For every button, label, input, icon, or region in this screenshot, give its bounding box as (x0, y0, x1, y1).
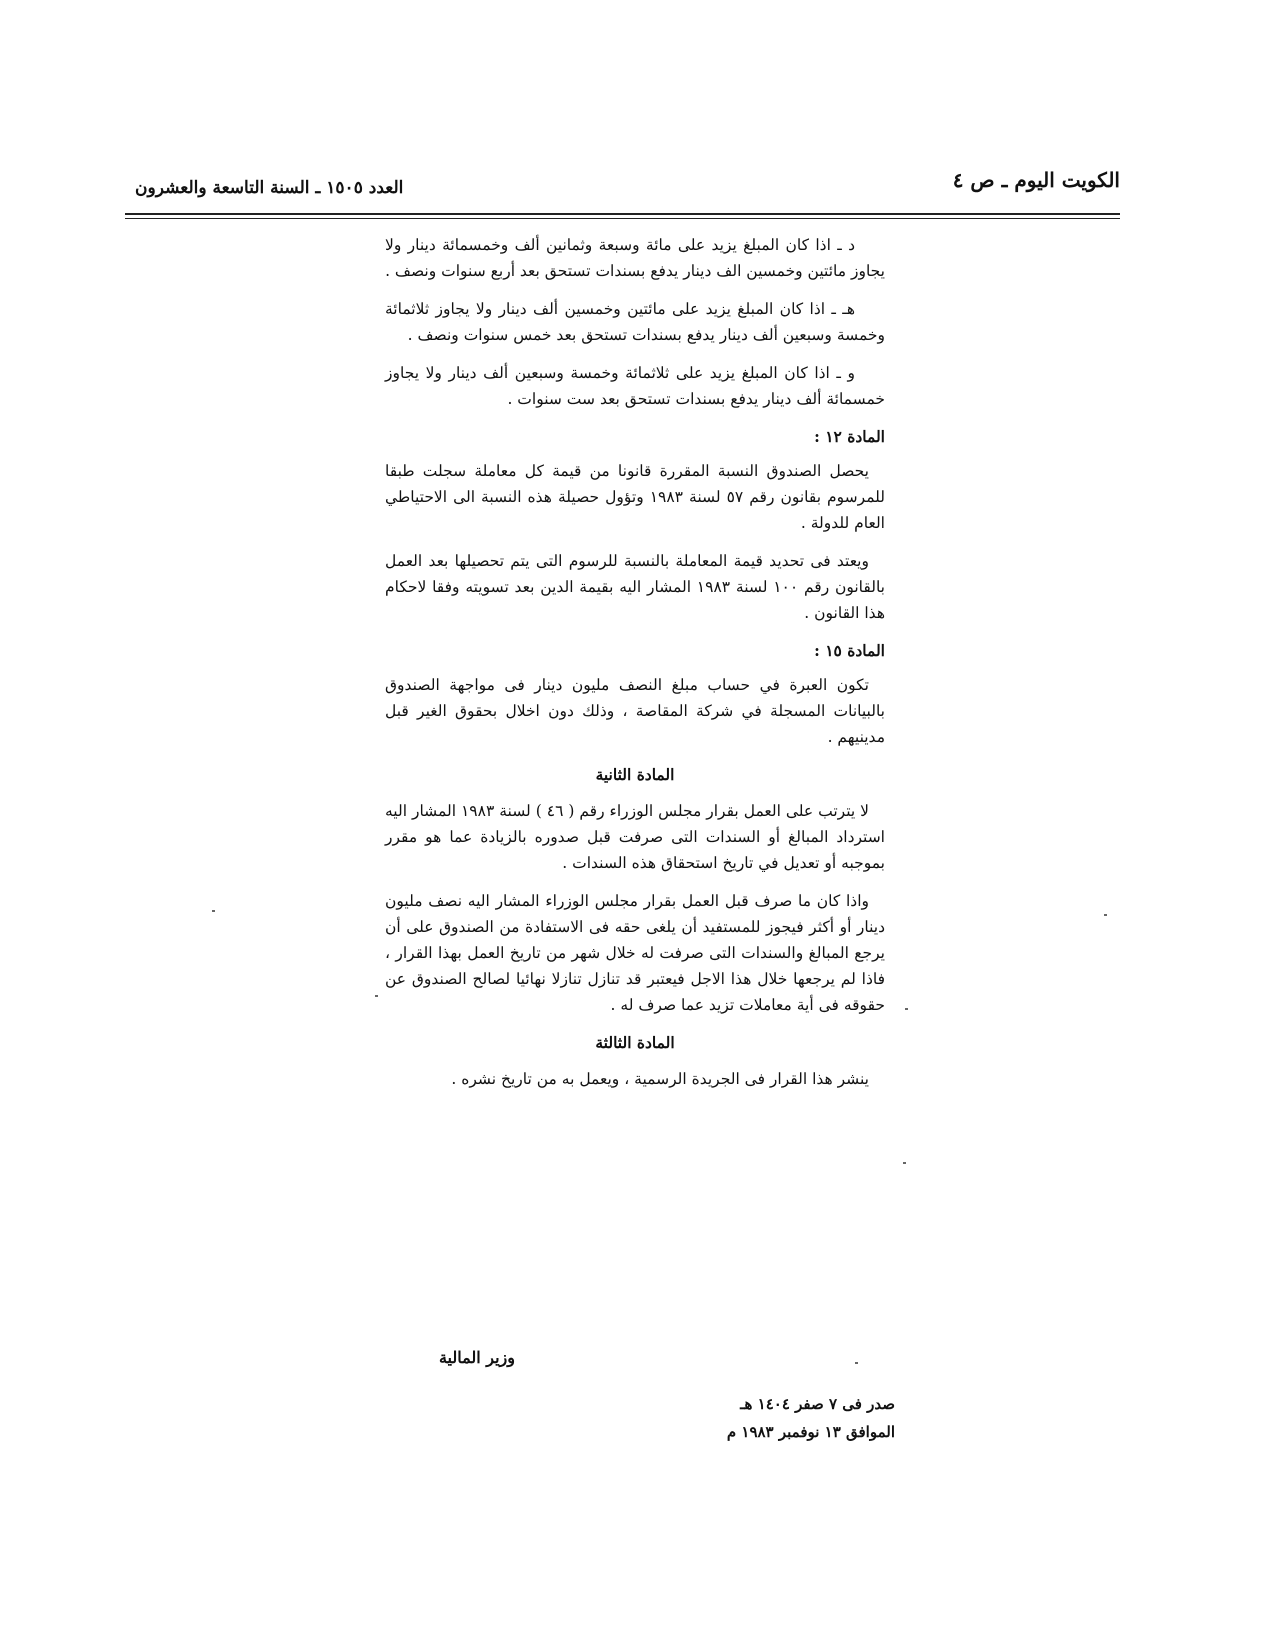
article-15-paragraph: تكون العبرة في حساب مبلغ النصف مليون دينار فى مواجهة الصندوق بالبيانات المسجلة في شركة المقاصة ، وذلك دون اخلال بحقوق الغير قبل مدينيهم . (385, 676, 885, 746)
hijri-date: صدر فى ٧ صفر ١٤٠٤ هـ (740, 1395, 895, 1413)
article-15-heading: المادة ١٥ : (814, 641, 885, 660)
scan-speck (212, 910, 215, 912)
clause-d: د ـ اذا كان المبلغ يزيد على مائة وسبعة وثمانين ألف وخمسمائة دينار ولا يجاوز مائتين وخمسين الف دينار يدفع بسندات تستحق بعد أربع سنوات ونصف . (385, 236, 885, 280)
document-column (385, 232, 885, 1104)
clause-w: و ـ اذا كان المبلغ يزيد على ثلاثمائة وخمسة وسبعين ألف دينار ولا يجاوز خمسمائة ألف دينار يدفع بسندات تستحق بعد ست سنوات . (385, 364, 885, 408)
article-12-heading: المادة ١٢ : (814, 427, 885, 446)
header-rule-thick (125, 213, 1120, 215)
gregorian-date: الموافق ١٣ نوفمبر ١٩٨٣ م (726, 1423, 895, 1441)
article-third-heading: المادة الثالثة (595, 1033, 675, 1052)
issue-dates (635, 1390, 895, 1446)
scan-speck (1104, 914, 1107, 916)
article-12-paragraph-2: ويعتد فى تحديد قيمة المعاملة بالنسبة للرسوم التى يتم تحصيلها بعد العمل بالقانون رقم ١٠٠ لسنة ١٩٨٣ المشار اليه بقيمة الدين بعد تسويته وفقا لاحكام هذا القانون . (385, 552, 885, 622)
article-second-paragraph-2: واذا كان ما صرف قبل العمل بقرار مجلس الوزراء المشار اليه نصف مليون دينار أو أكثر فيجوز للمستفيد أن يلغى حقه فى الاستفادة من الصندوق على أن يرجع المبالغ والسندات التى صرفت له خلال شهر من تاريخ العمل بهذا القرار ، فاذا لم يرجعها خلال هذا الاجل فيعتبر قد تنازل تنازلا نهائيا لصالح الصندوق عن حقوقه فى أية معاملات تزيد عما صرف له . (385, 892, 885, 1014)
article-second-heading: المادة الثانية (595, 765, 675, 784)
scan-speck (855, 1362, 858, 1364)
issue-label: العدد ١٥٠٥ ـ السنة التاسعة والعشرون (135, 178, 404, 198)
article-12-paragraph-1: يحصل الصندوق النسبة المقررة قانونا من قيمة كل معاملة سجلت طبقا للمرسوم بقانون رقم ٥٧ لسنة ١٩٨٣ وتؤول حصيلة هذه النسبة الى الاحتياطي العام للدولة . (385, 462, 886, 532)
page-header (125, 168, 1120, 212)
scan-speck (903, 1162, 906, 1164)
article-second-paragraph-1: لا يترتب على العمل بقرار مجلس الوزراء رقم ( ٤٦ ) لسنة ١٩٨٣ المشار اليه استرداد المبالغ أو السندات التى صرفت قبل صدوره بالزيادة عما هو مقرر بموجبه أو تعديل في تاريخ استحقاق هذه السندات . (385, 802, 885, 872)
scan-speck (375, 995, 378, 997)
minister-signature: وزير المالية (438, 1348, 515, 1367)
clause-h: هـ ـ اذا كان المبلغ يزيد على مائتين وخمسين ألف دينار ولا يجاوز ثلاثمائة وخمسة وسبعين ألف دينار يدفع بسندات تستحق بعد خمس سنوات ونصف . (385, 300, 885, 344)
scan-speck (905, 1008, 908, 1010)
article-third-paragraph: ينشر هذا القرار فى الجريدة الرسمية ، ويعمل به من تاريخ نشره . (451, 1070, 869, 1088)
header-rule-thin (125, 218, 1120, 219)
publication-page-label: الكويت اليوم ـ ص ٤ (952, 168, 1120, 192)
